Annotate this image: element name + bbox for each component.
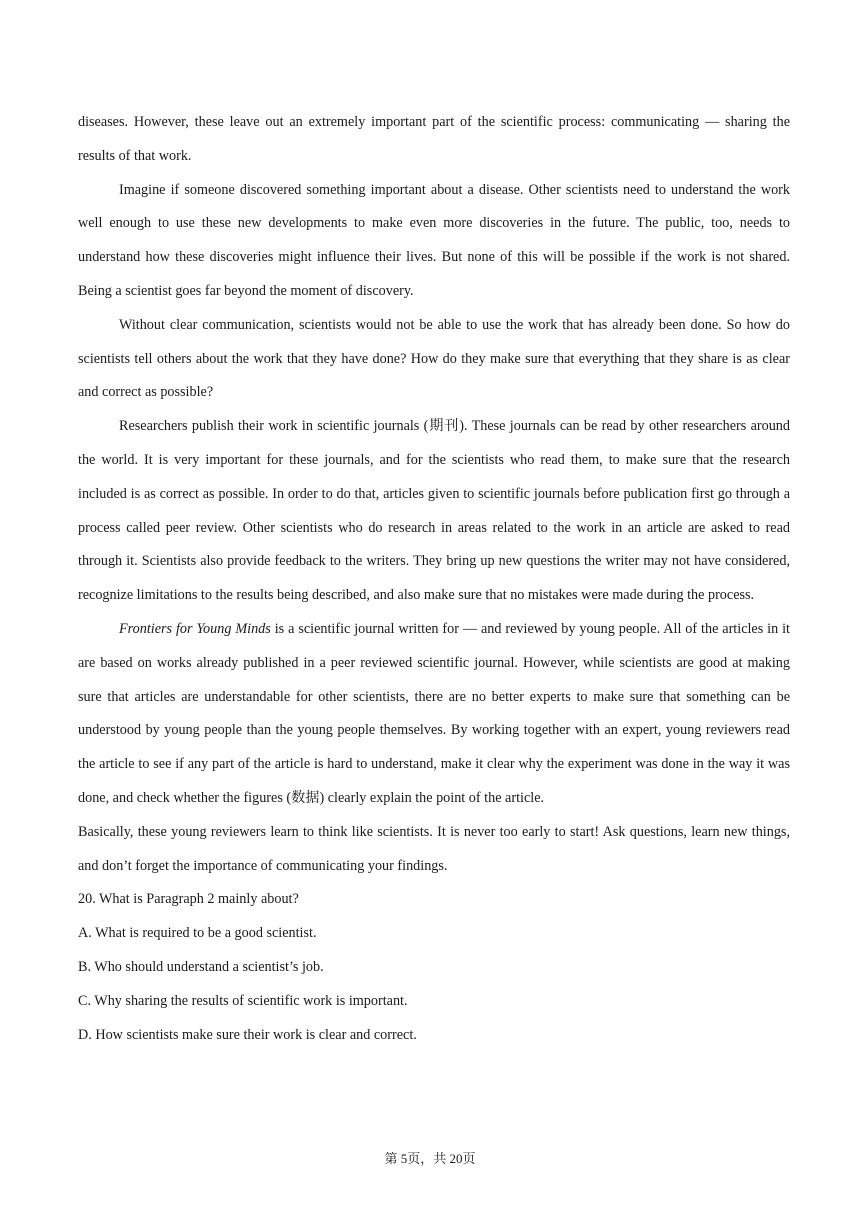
option-a: A. What is required to be a good scientist. (78, 925, 317, 942)
paragraph-5-text: is a scientific journal written for — and reviewed by young people. All of the articles in it are based on works already published in a peer reviewed scientific journal. However, while scientists are good at making sure that articles are understandable for other scientists, there are no better experts to make sure that something can be understood by young people than the young people themselves. By working together with an expert, young reviewers read the article to see if any part of the article is hard to understand, make it clear why the experiment was done in the way it was done, and check whether the figures (数据) clearly explain the point of the article. (78, 620, 790, 806)
page-footer: 第 5页，共 20页 (384, 1151, 476, 1166)
paragraph-4: Researchers publish their work in scientific journals (期刊). These journals can be read by other researchers around the world. It is very important for these journals, and for the scientists who read them, to make sure that the research included is as correct as possible. In order to do that, articles given to scientific journals before publication first go through a process called peer review. Other scientists who do research in areas related to the work in an article are asked to read through it. Scientists also provide feedback to the writers. They bring up new questions the writer may not have considered, recognize limitations to the results being described, and also make sure that no mistakes were made during the process. (78, 418, 790, 604)
option-c: C. Why sharing the results of scientific work is important. (78, 992, 408, 1009)
paragraph-1: diseases. However, these leave out an extremely important part of the scientific process: communicating — sharing the results of that work. (78, 114, 790, 164)
paragraph-6: Basically, these young reviewers learn to think like scientists. It is never too early to start! Ask questions, learn new things, and don’t forget the importance of communicating your findings. (78, 823, 790, 874)
paragraph-3: Without clear communication, scientists would not be able to use the work that has already been done. So how do scientists tell others about the work that they have done? How do they make sure that everything that they share is as clear and correct as possible? (78, 316, 790, 401)
option-d: D. How scientists make sure their work is clear and correct. (78, 1026, 417, 1043)
option-b: B. Who should understand a scientist’s job. (78, 958, 324, 975)
question-stem: 20. What is Paragraph 2 mainly about? (78, 891, 299, 908)
paragraph-5 (78, 613, 790, 816)
paragraph-2: Imagine if someone discovered something important about a disease. Other scientists need to understand the work well enough to use these new developments to make even more discoveries in the future. The public, too, needs to understand how these discoveries might influence their lives. But none of this will be possible if the work is not shared. Being a scientist goes far beyond the moment of discovery. (78, 181, 790, 299)
document-body (78, 106, 790, 1052)
journal-title: Frontiers for Young Minds (119, 620, 271, 637)
